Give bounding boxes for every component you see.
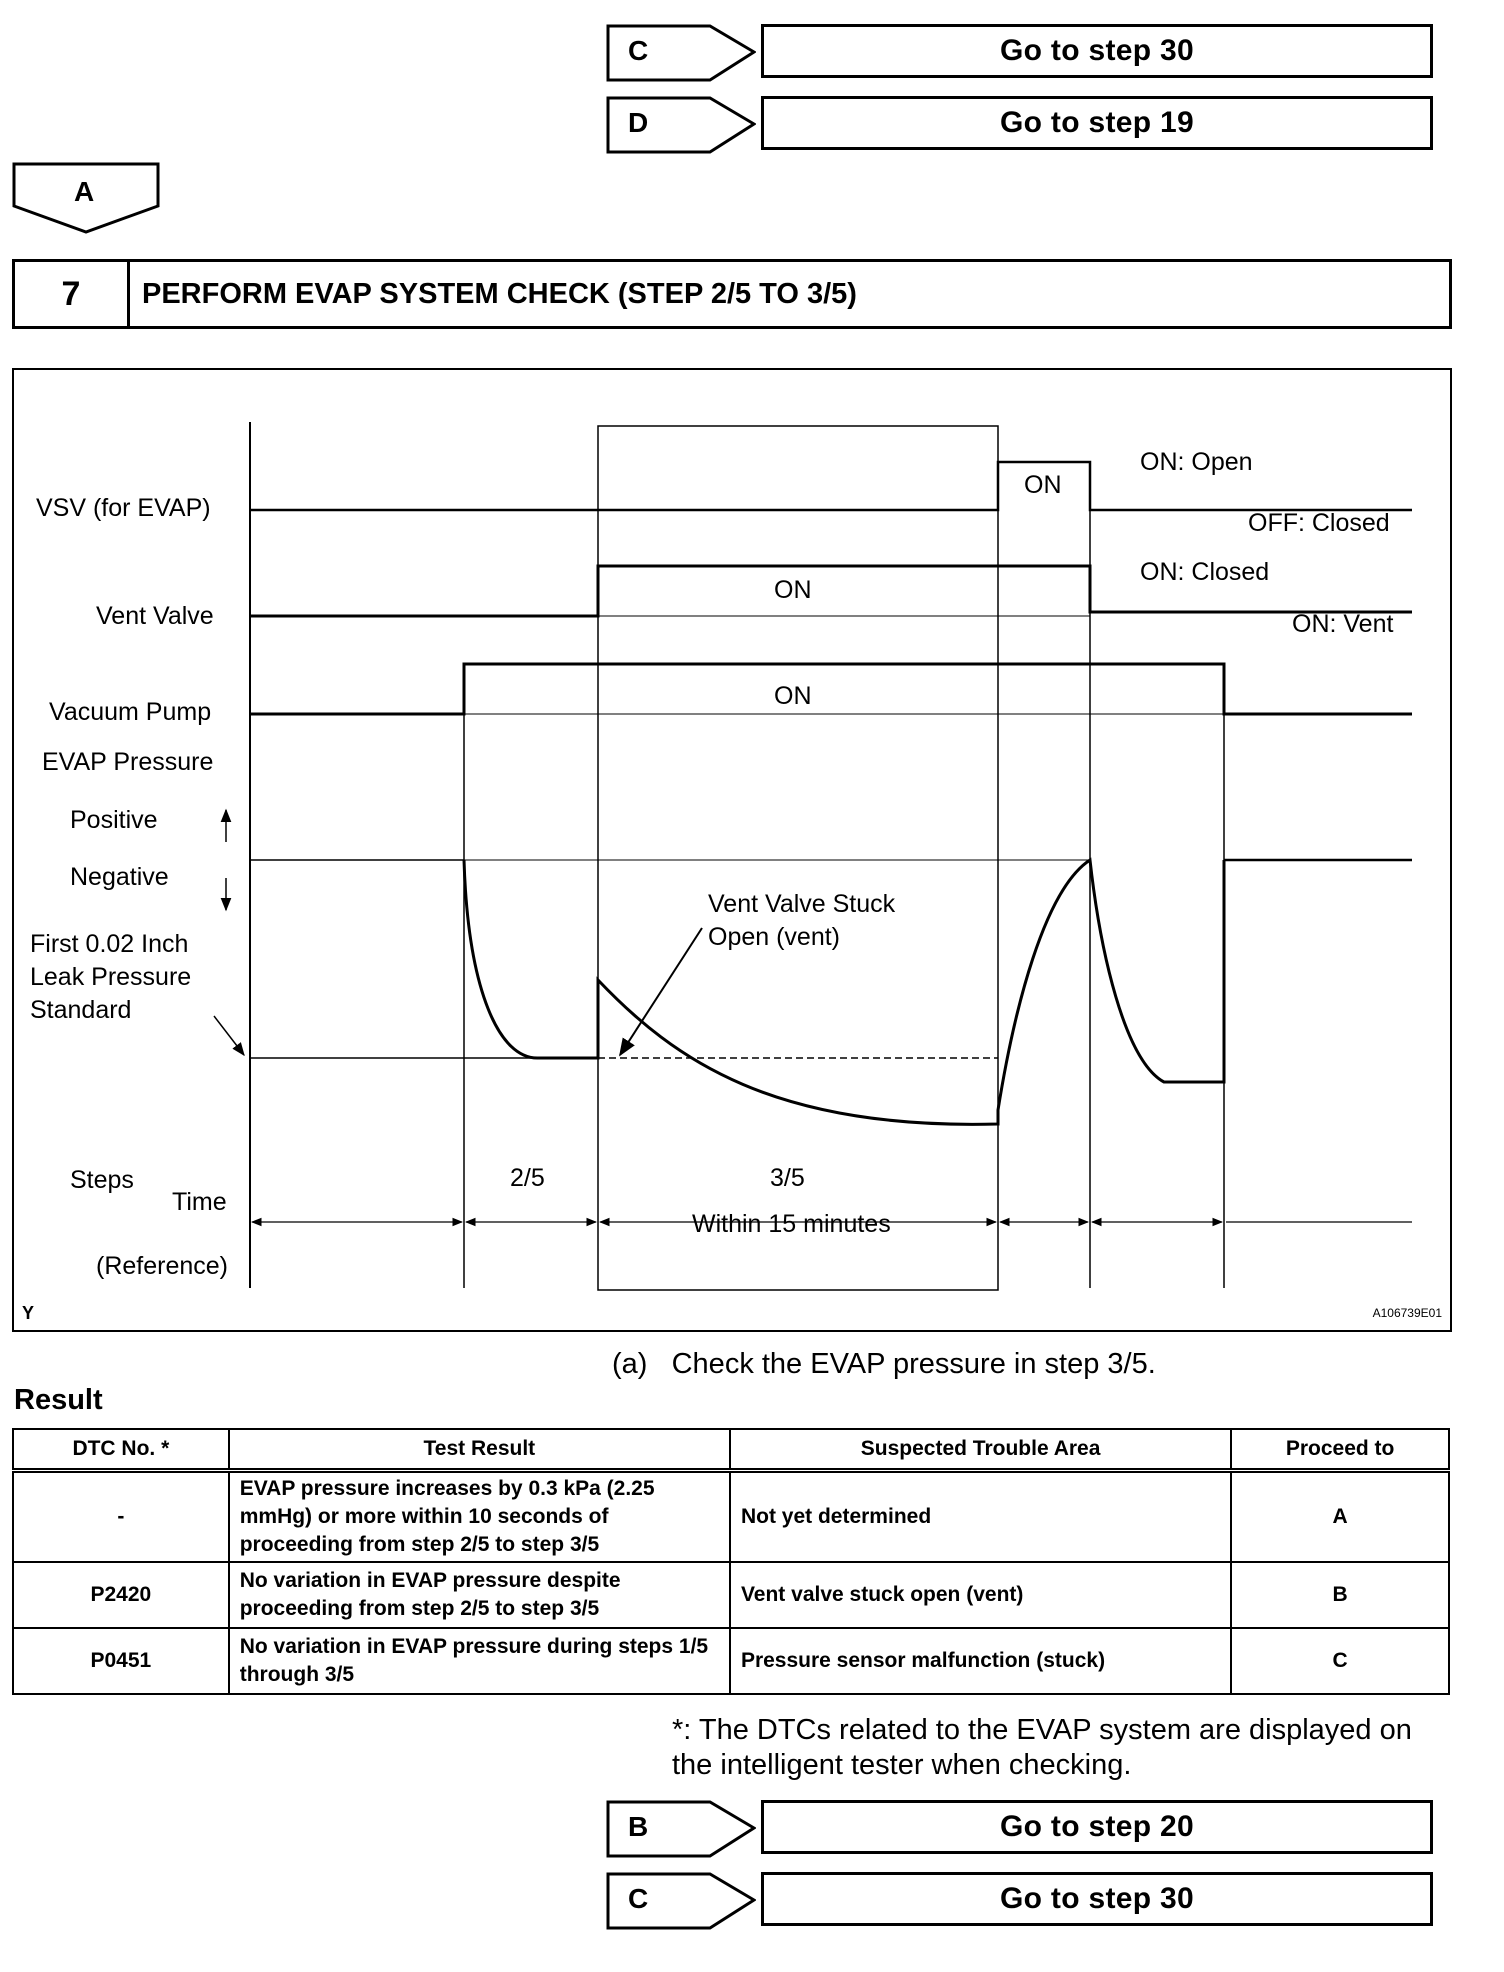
- result-title: Result: [14, 1384, 103, 1416]
- cell-proceed: B: [1231, 1562, 1449, 1628]
- label-negative: Negative: [70, 863, 169, 891]
- vsv-on-label: ON: [1024, 471, 1062, 499]
- cell-area: Vent valve stuck open (vent): [730, 1562, 1231, 1628]
- goto-step-button[interactable]: Go to step 20: [761, 1800, 1433, 1854]
- nav-row-b-bottom[interactable]: [606, 1800, 1436, 1860]
- table-row: [13, 1471, 1449, 1563]
- table-row: [13, 1562, 1449, 1628]
- branch-letter: A: [74, 176, 95, 207]
- vent-on-label: ON: [774, 576, 812, 604]
- cell-area: Not yet determined: [730, 1471, 1231, 1563]
- cell-test: EVAP pressure increases by 0.3 kPa (2.25 mmHg) or more within 10 seconds of proceeding from step 2/5 to step 3/5: [229, 1471, 730, 1563]
- cell-dtc: P2420: [13, 1562, 229, 1628]
- stuck-open-annotation-2: Open (vent): [708, 923, 841, 951]
- table-row: [13, 1628, 1449, 1694]
- goto-step-button[interactable]: Go to step 30: [761, 1872, 1433, 1926]
- cell-dtc: -: [13, 1471, 229, 1563]
- header-proceed: Proceed to: [1231, 1429, 1449, 1471]
- branch-tag-a: [12, 162, 162, 236]
- label-leak-standard-3: Standard: [30, 996, 132, 1024]
- nav-letter: D: [628, 107, 649, 138]
- vacuum-pump-signal: [250, 664, 1412, 714]
- nav-tag-c: [606, 24, 754, 84]
- label-steps: Steps: [70, 1166, 134, 1194]
- cell-proceed: C: [1231, 1628, 1449, 1694]
- leak-standard-pointer: [214, 1016, 244, 1055]
- step-3-5-label: 3/5: [770, 1164, 805, 1192]
- figure-id: A106739E01: [1372, 1306, 1442, 1320]
- vent-vent-label: ON: Vent: [1292, 610, 1394, 638]
- label-time: Time: [172, 1188, 227, 1216]
- nav-row-c-top[interactable]: [606, 24, 1436, 84]
- nav-row-c-bottom[interactable]: [606, 1872, 1436, 1932]
- header-trouble-area: Suspected Trouble Area: [730, 1429, 1231, 1471]
- within-15-minutes-label: Within 15 minutes: [692, 1210, 891, 1238]
- nav-letter: C: [628, 35, 649, 66]
- cell-proceed: A: [1231, 1471, 1449, 1563]
- vent-closed-label: ON: Closed: [1140, 558, 1270, 586]
- result-table: [12, 1428, 1450, 1695]
- nav-letter: B: [628, 1811, 649, 1842]
- label-positive: Positive: [70, 806, 158, 834]
- nav-tag-d: [606, 96, 754, 156]
- nav-row-d-top[interactable]: [606, 96, 1436, 156]
- label-vsv: VSV (for EVAP): [36, 494, 211, 522]
- label-reference: (Reference): [96, 1252, 228, 1280]
- instruction-a: (a) Check the EVAP pressure in step 3/5.: [612, 1348, 1156, 1380]
- vsv-closed-label: OFF: Closed: [1248, 509, 1390, 537]
- cell-area: Pressure sensor malfunction (stuck): [730, 1628, 1231, 1694]
- header-dtc: DTC No. *: [13, 1429, 229, 1471]
- step-number: 7: [15, 262, 130, 326]
- label-vent-valve: Vent Valve: [96, 602, 214, 630]
- step-2-5-label: 2/5: [510, 1164, 545, 1192]
- nav-letter: C: [628, 1883, 649, 1914]
- label-evap-pressure: EVAP Pressure: [42, 748, 214, 776]
- nav-tag-c: [606, 1872, 754, 1932]
- cell-dtc: P0451: [13, 1628, 229, 1694]
- vsv-open-label: ON: Open: [1140, 448, 1253, 476]
- stuck-open-annotation-1: Vent Valve Stuck: [708, 890, 896, 918]
- step-title: PERFORM EVAP SYSTEM CHECK (STEP 2/5 TO 3/5): [142, 277, 857, 310]
- step-header: [12, 259, 1452, 329]
- nav-tag-b: [606, 1800, 754, 1860]
- goto-step-button[interactable]: Go to step 30: [761, 24, 1433, 78]
- pump-on-label: ON: [774, 682, 812, 710]
- cell-test: No variation in EVAP pressure during steps 1/5 through 3/5: [229, 1628, 730, 1694]
- label-leak-standard-1: First 0.02 Inch: [30, 930, 189, 958]
- step-3-5-box: [598, 426, 998, 1290]
- label-vacuum-pump: Vacuum Pump: [49, 698, 212, 726]
- label-leak-standard-2: Leak Pressure: [30, 963, 192, 991]
- timing-diagram: [12, 368, 1452, 1332]
- goto-step-button[interactable]: Go to step 19: [761, 96, 1433, 150]
- corner-mark: Y: [22, 1303, 35, 1323]
- header-test-result: Test Result: [229, 1429, 730, 1471]
- footnote: *: The DTCs related to the EVAP system are displayed on the intelligent tester when checking.: [672, 1714, 1412, 1781]
- table-header-row: [13, 1429, 1449, 1471]
- cell-test: No variation in EVAP pressure despite proceeding from step 2/5 to step 3/5: [229, 1562, 730, 1628]
- timing-diagram-graphics: [14, 370, 1454, 1334]
